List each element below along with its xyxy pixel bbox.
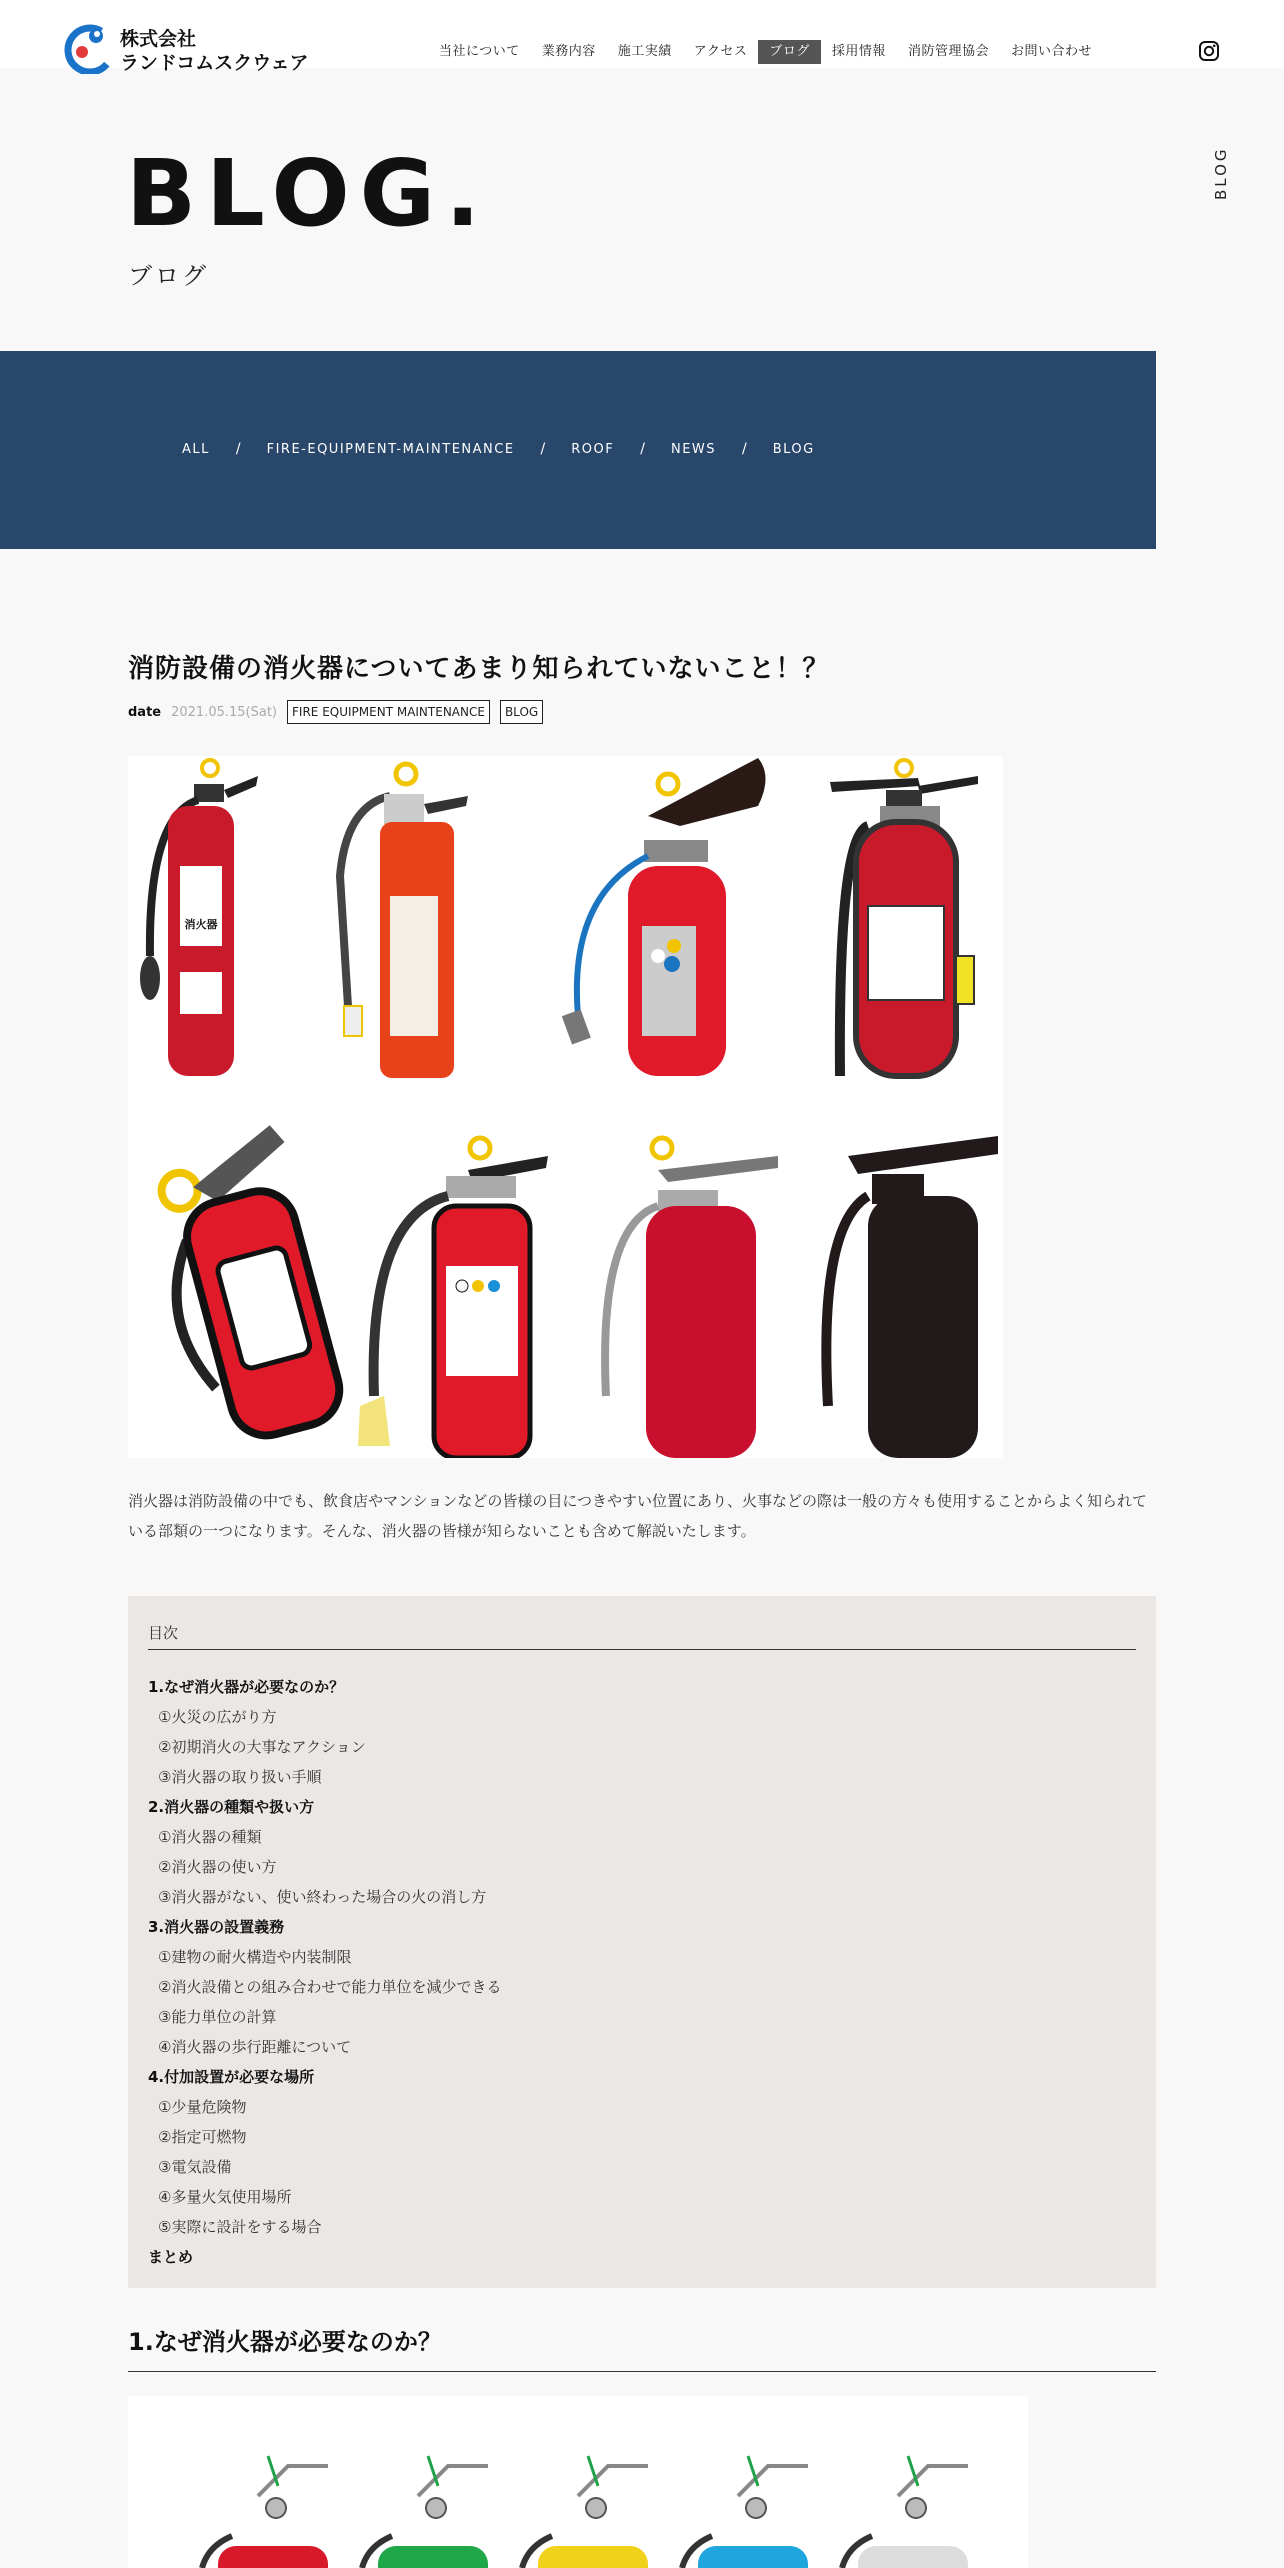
nav-item-about[interactable]: 当社について — [439, 44, 520, 59]
toc-item[interactable]: ③消火器の取り扱い手順 — [158, 1768, 322, 1786]
section-image — [128, 2396, 1028, 2568]
date-label: date — [128, 704, 162, 720]
logo-text-line1: 株式会社 — [120, 28, 197, 50]
category-news[interactable]: NEWS — [670, 441, 717, 457]
toc-item[interactable]: ①消火器の種類 — [158, 1828, 262, 1846]
nav-item-works[interactable]: 施工実績 — [617, 44, 672, 59]
toc-item[interactable]: ⑤実際に設計をする場合 — [158, 2218, 322, 2236]
category-list — [182, 441, 815, 457]
post-intro: 消火器は消防設備の中でも、飲食店やマンションなどの皆様の目につきやすい位置にあり、火事などの際は一般の方々も使用することからよく知られている部類の一つになります。そんな、消火器の皆様が知らないことも含めて解説いたします。 — [128, 1492, 1148, 1540]
colored-extinguishers-illustration — [128, 2396, 1028, 2568]
toc-item[interactable]: ②消火設備との組み合わせで能力単位を減少できる — [158, 1978, 502, 1996]
category-separator: / — [235, 441, 241, 457]
toc-item[interactable]: ①火災の広がり方 — [158, 1708, 277, 1726]
tag-fire-equipment-maintenance[interactable]: FIRE EQUIPMENT MAINTENANCE — [287, 700, 490, 724]
page-title: BLOG. — [126, 140, 491, 247]
toc-list — [148, 1672, 501, 2272]
category-roof[interactable]: ROOF — [571, 441, 615, 457]
toc-item[interactable]: ①建物の耐火構造や内装制限 — [158, 1948, 352, 1966]
nav-item-recruit[interactable]: 採用情報 — [831, 44, 886, 59]
post-date: 2021.05.15(Sat) — [171, 704, 278, 720]
post-meta — [128, 700, 543, 724]
post-hero-image — [128, 756, 1003, 1458]
nav-item-access[interactable]: アクセス — [693, 44, 748, 59]
toc-item[interactable]: ④多量火気使用場所 — [158, 2188, 292, 2206]
category-all[interactable]: ALL — [182, 441, 210, 457]
category-band — [0, 351, 1156, 549]
tag-blog[interactable]: BLOG — [500, 700, 543, 724]
side-section-label: BLOG — [1212, 146, 1230, 200]
page-subtitle: ブログ — [128, 262, 209, 290]
toc-item[interactable]: 4.付加設置が必要な場所 — [148, 2068, 315, 2086]
logo-mark-icon — [64, 22, 116, 74]
category-separator: / — [540, 441, 546, 457]
nav-item-fire-association[interactable]: 消防管理協会 — [907, 44, 989, 59]
category-fire-equipment-maintenance[interactable]: FIRE-EQUIPMENT-MAINTENANCE — [266, 441, 515, 457]
logo-text-line2: ランドコムスクウェア — [120, 52, 309, 74]
toc-item[interactable]: ②消火器の使い方 — [158, 1858, 277, 1876]
section-heading: 1.なぜ消火器が必要なのか？ — [128, 2322, 1156, 2372]
post-title: 消防設備の消火器についてあまり知られていないこと！？ — [128, 654, 830, 684]
nav-item-contact[interactable]: お問い合わせ — [1010, 44, 1092, 59]
toc-item[interactable]: まとめ — [148, 2248, 194, 2266]
toc-heading: 目次 — [148, 1622, 1136, 1650]
toc-item[interactable]: ②指定可燃物 — [158, 2128, 247, 2146]
site-header — [0, 0, 1284, 74]
toc-item[interactable]: ③消火器がない、使い終わった場合の火の消し方 — [158, 1888, 487, 1906]
toc-item[interactable]: ③電気設備 — [158, 2158, 232, 2176]
fire-extinguishers-illustration — [128, 756, 1003, 1458]
instagram-icon[interactable] — [1198, 40, 1220, 62]
hero-image-caption: 消火器 — [184, 918, 218, 931]
company-logo[interactable] — [64, 22, 314, 78]
toc-item[interactable]: ②初期消火の大事なアクション — [158, 1738, 366, 1756]
toc-item[interactable]: 3.消火器の設置義務 — [148, 1918, 285, 1936]
category-blog[interactable]: BLOG — [772, 441, 815, 457]
main-nav — [428, 40, 1103, 64]
toc-item[interactable]: ①少量危険物 — [158, 2098, 247, 2116]
nav-item-services[interactable]: 業務内容 — [541, 44, 596, 59]
nav-item-blog[interactable]: ブログ — [758, 40, 821, 64]
category-separator: / — [640, 441, 645, 457]
toc-item[interactable]: ④消火器の歩行距離について — [158, 2038, 352, 2056]
category-separator: / — [742, 441, 747, 457]
toc-item[interactable]: 2.消火器の種類や扱い方 — [148, 1798, 315, 1816]
toc-item[interactable]: 1.なぜ消火器が必要なのか？ — [148, 1678, 345, 1696]
toc-item[interactable]: ③能力単位の計算 — [158, 2008, 277, 2026]
table-of-contents — [128, 1596, 1156, 2288]
